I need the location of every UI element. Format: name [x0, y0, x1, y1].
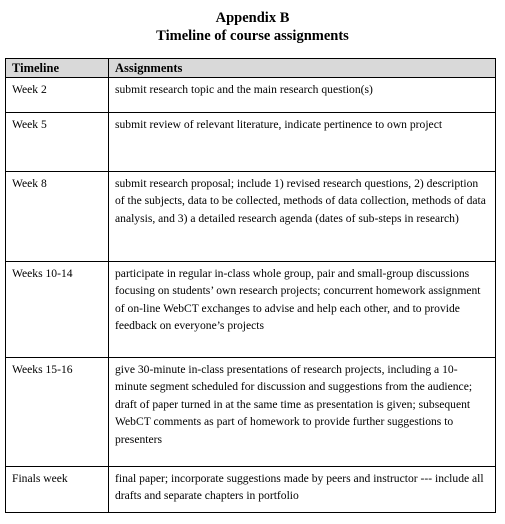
table-row: [6, 78, 496, 113]
row-assignment: give 30-minute in-class presentations of research projects, including a 10-minute segment scheduled for discussion and suggestions from the audience; draft of paper turned in at the same time as presentation is given; subsequent WebCT comments as part of homework to provide further suggestions to presenters: [109, 358, 496, 467]
row-assignment: submit research proposal; include 1) revised research questions, 2) description of the subjects, data to be collected, methods of data collection, methods of data analysis, and 3) a detailed research agenda (dates of sub-steps in research): [109, 172, 496, 262]
appendix-title: Appendix B: [215, 10, 290, 26]
table-row: [6, 358, 496, 467]
header-timeline: Timeline: [6, 59, 109, 78]
header-assignments: Assignments: [109, 59, 496, 78]
row-assignment: submit research topic and the main research question(s): [109, 78, 496, 113]
row-assignment: final paper; incorporate suggestions made by peers and instructor --- include all drafts and separate chapters in portfolio: [109, 467, 496, 513]
row-timeline: Week 5: [6, 113, 109, 172]
appendix-subtitle: Timeline of course assignments: [156, 28, 349, 44]
row-timeline: Week 2: [6, 78, 109, 113]
row-assignment: submit review of relevant literature, indicate pertinence to own project: [109, 113, 496, 172]
timeline-table: [5, 58, 496, 513]
row-timeline: Finals week: [6, 467, 109, 513]
table-row: [6, 113, 496, 172]
row-assignment: participate in regular in-class whole group, pair and small-group discussions focusing on students’ own research projects; concurrent homework assignment of on-line WebCT exchanges to advise and help each other, and to provide feedback on everyone’s projects: [109, 262, 496, 358]
table-row: [6, 262, 496, 358]
table-header-row: [6, 59, 496, 78]
table-row: [6, 172, 496, 262]
row-timeline: Weeks 10-14: [6, 262, 109, 358]
row-timeline: Week 8: [6, 172, 109, 262]
table-row: [6, 467, 496, 513]
row-timeline: Weeks 15-16: [6, 358, 109, 467]
